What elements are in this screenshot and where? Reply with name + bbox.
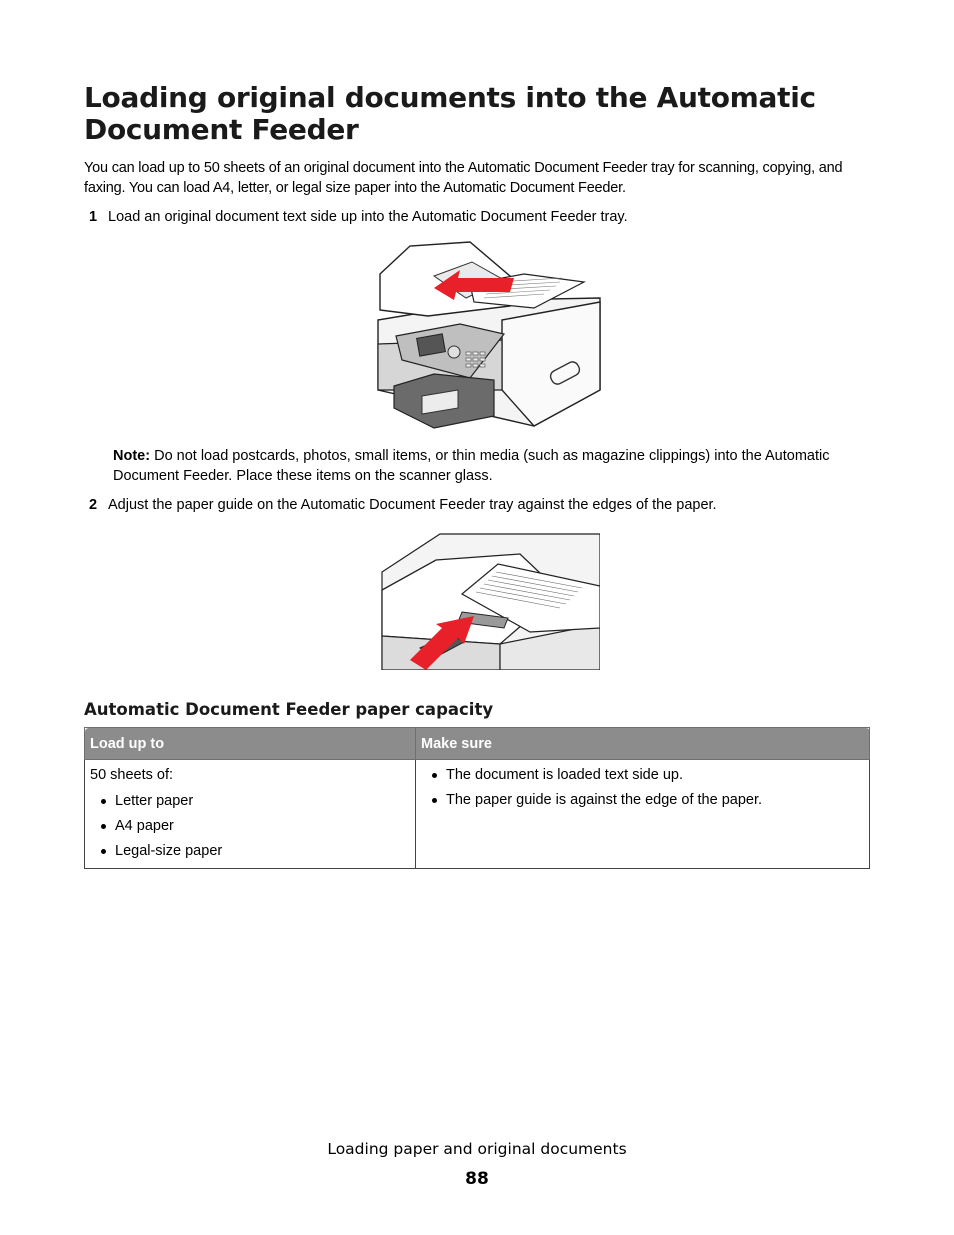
list-item: The document is loaded text side up. [421, 763, 864, 788]
paper-guide-illustration [380, 532, 600, 670]
requirements-list [421, 763, 864, 813]
step-number: 1 [89, 209, 98, 225]
step-text: Load an original document text side up into the Automatic Document Feeder tray. [108, 209, 628, 225]
note-label: Note: [113, 448, 151, 464]
list-item: A4 paper [90, 814, 410, 839]
cell-load-up-to [85, 760, 416, 869]
paper-type-list [90, 789, 410, 864]
cell-intro: 50 sheets of: [90, 767, 174, 783]
note-paragraph [113, 446, 878, 486]
capacity-table [84, 727, 870, 869]
note-text: Do not load postcards, photos, small items, or thin media (such as magazine clippings) into the Automatic Document Feeder. Place these items on the scanner glass. [113, 448, 830, 484]
cell-make-sure [416, 760, 870, 869]
step-text: Adjust the paper guide on the Automatic Document Feeder tray against the edges of the paper. [108, 497, 717, 513]
page-number: 88 [465, 1169, 489, 1189]
list-item: Letter paper [90, 789, 410, 814]
list-item: The paper guide is against the edge of the paper. [421, 788, 864, 813]
page-title: Loading original documents into the Automatic Document Feeder [84, 81, 816, 146]
table-header-row [85, 728, 870, 760]
adf-loading-illustration [374, 240, 606, 432]
list-item: Legal-size paper [90, 839, 410, 864]
header-make-sure: Make sure [416, 728, 870, 760]
section-heading: Automatic Document Feeder paper capacity [84, 700, 494, 719]
header-load-up-to: Load up to [85, 728, 416, 760]
intro-paragraph: You can load up to 50 sheets of an original document into the Automatic Document Feeder tray for scanning, copying, and faxing. You can load A4, letter, or legal size paper into the Automatic Document Feeder. [84, 160, 843, 196]
step-number: 2 [89, 497, 98, 513]
table-row [85, 760, 870, 869]
footer-section-title: Loading paper and original documents [327, 1140, 627, 1158]
